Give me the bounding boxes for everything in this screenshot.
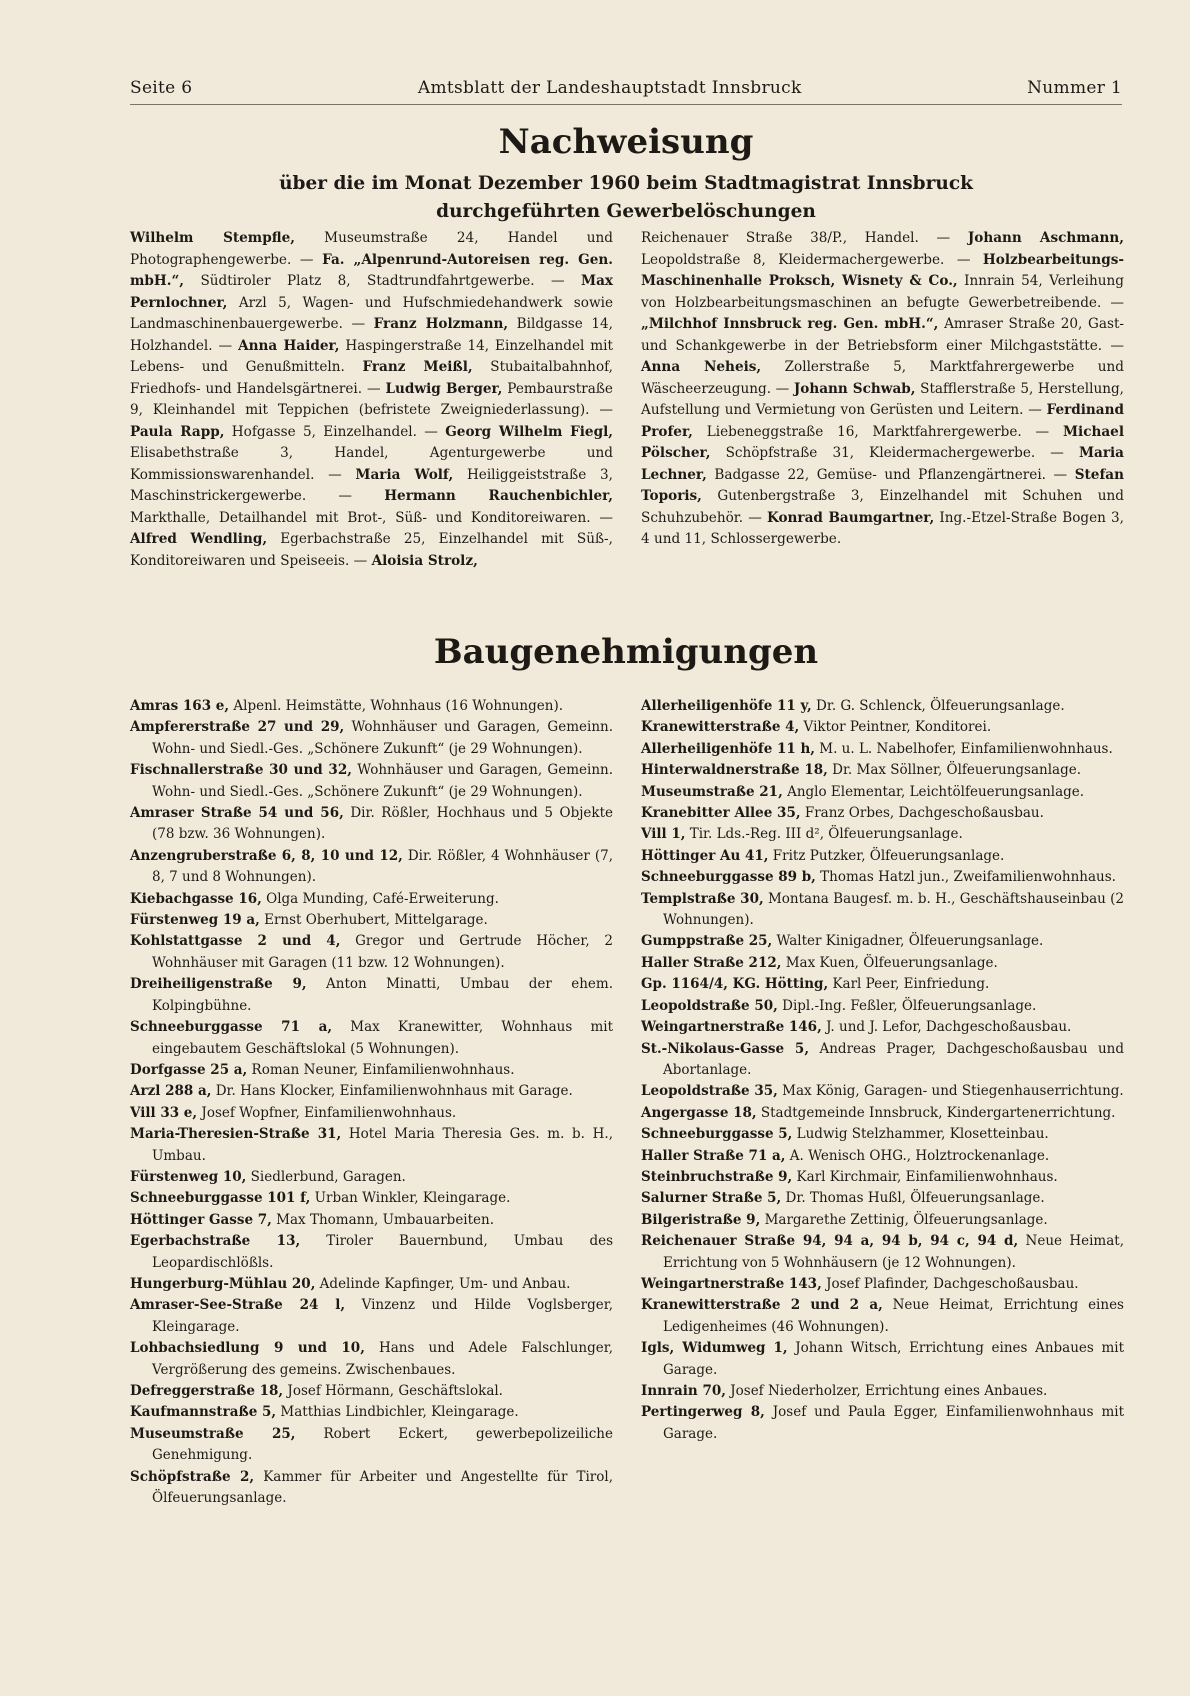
business-name: Michael Pölscher, <box>641 423 1124 461</box>
permits-columns <box>130 696 1124 1509</box>
deletion-detail: Bildgasse 14, Holzhandel. — <box>130 316 613 354</box>
permit-entry <box>130 1188 613 1209</box>
permit-address: Allerheiligenhöfe 11 h, <box>641 740 815 757</box>
permit-detail: Josef Plafinder, Dachgeschoßausbau. <box>821 1275 1079 1292</box>
permit-address: Bilgeristraße 9, <box>641 1211 761 1228</box>
permit-entry <box>641 1081 1124 1102</box>
permit-address: Fürstenweg 10, <box>130 1168 247 1185</box>
permit-entry <box>641 1295 1124 1338</box>
permit-entry <box>130 1210 613 1231</box>
permit-detail: Franz Orbes, Dachgeschoßausbau. <box>800 805 1044 822</box>
business-name: Konrad Baumgartner, <box>766 509 935 526</box>
permit-detail: Ludwig Stelzhammer, Klosetteinbau. <box>792 1126 1049 1143</box>
permit-address: Kranewitterstraße 2 und 2 a, <box>641 1297 883 1314</box>
permit-entry <box>130 1467 613 1510</box>
permit-address: St.-Nikolaus-Gasse 5, <box>641 1040 810 1057</box>
deletions-column-right <box>641 228 1124 572</box>
permit-entry <box>641 803 1124 824</box>
permits-column-right <box>641 696 1124 1509</box>
subtitle-line-2: durchgeführten Gewerbelöschungen <box>436 201 816 222</box>
deletion-detail: Stafflerstraße 5, Herstellung, Aufstellung und Vermietung von Gerüsten und Leitern. — <box>641 380 1125 418</box>
page-number: Seite 6 <box>130 78 193 98</box>
permit-address: Schneeburggasse 89 b, <box>641 869 816 886</box>
business-name: „Milchhof Innsbruck reg. Gen. mbH.“, <box>641 316 939 332</box>
permit-address: Steinbruchstraße 9, <box>641 1168 793 1185</box>
permit-entry <box>130 1231 613 1274</box>
deletion-detail: Heiliggeiststraße 3, Maschinstrickergewerbe. — <box>130 466 613 504</box>
deletions-paragraph <box>641 228 1124 551</box>
business-name: Wilhelm Stempfle, <box>130 230 295 246</box>
permit-detail: M. u. L. Nabelhofer, Einfamilienwohnhaus. <box>814 740 1113 757</box>
permit-detail: Kammer für Arbeiter und Angestellte für Tirol, Ölfeuerungsanlage. <box>152 1468 613 1507</box>
permit-address: Schneeburggasse 5, <box>641 1126 793 1143</box>
permit-entry <box>641 1103 1124 1124</box>
permit-entry <box>641 1146 1124 1167</box>
business-name: Stefan Toporis, <box>641 466 1124 504</box>
deletions-column-left <box>130 228 613 572</box>
deletion-detail: Arzl 5, Wagen- und Hufschmiedehandwerk sowie Landmaschinenbauergewerbe. — <box>130 294 613 332</box>
permit-entry <box>641 1039 1124 1082</box>
deletion-detail: Ing.-Etzel-Straße Bogen 3, 4 und 11, Schlossergewerbe. <box>641 509 1124 547</box>
permit-address: Reichenauer Straße 94, 94 a, 94 b, 94 c, 94 d, <box>641 1233 1019 1250</box>
permit-entry <box>130 931 613 974</box>
deletion-detail: Zollerstraße 5, Marktfahrergewerbe und Wäscheerzeugung. — <box>641 359 1125 397</box>
permit-address: Leopoldstraße 50, <box>641 997 778 1014</box>
business-name: Hermann Rauchenbichler, <box>384 488 613 504</box>
deletion-detail: Museumstraße 24, Handel und Photographengewerbe. — <box>130 230 613 268</box>
permit-detail: Margarethe Zettinig, Ölfeuerungsanlage. <box>760 1211 1048 1228</box>
business-name: Maria Wolf, <box>355 466 454 483</box>
permit-entry <box>130 1381 613 1402</box>
permit-entry <box>130 803 613 846</box>
permit-detail: Fritz Putzker, Ölfeuerungsanlage. <box>768 847 1005 864</box>
permit-detail: Josef Wopfner, Einfamilienwohnhaus. <box>197 1104 457 1121</box>
permit-detail: Dr. Max Söllner, Ölfeuerungsanlage. <box>827 762 1082 779</box>
permit-detail: Hans und Adele Falschlunger, Vergrößerung des gemeins. Zwischenbaues. <box>152 1340 613 1378</box>
business-name: Holzbearbeitungs-Maschinenhalle Proksch, Wisnety & Co., <box>641 251 1124 289</box>
deletion-detail: Amraser Straße 20, Gast- und Schankgewerbe in der Betriebsform einer Milchgaststätte. — <box>641 316 1124 354</box>
business-name: Georg Wilhelm Fiegl, <box>445 423 613 440</box>
permit-detail: Neue Heimat, Errichtung von 5 Wohnhäusern (je 12 Wohnungen). <box>663 1233 1124 1271</box>
permit-address: Vill 33 e, <box>130 1104 198 1121</box>
permit-entry <box>130 696 613 717</box>
permit-detail: Neue Heimat, Errichtung eines Ledigenheimes (46 Wohnungen). <box>663 1297 1124 1335</box>
permit-address: Angergasse 18, <box>641 1104 757 1121</box>
permit-entry <box>641 953 1124 974</box>
permit-address: Innrain 70, <box>641 1383 726 1399</box>
permit-detail: Olga Munding, Café-Erweiterung. <box>261 890 499 907</box>
section-title-nachweisung: Nachweisung <box>498 122 754 162</box>
deletion-detail: Elisabethstraße 3, Handel, Agenturgewerbe und Kommissionswarenhandel. — <box>130 445 613 483</box>
permit-address: Kranewitterstraße 4, <box>641 719 800 736</box>
business-name: Max Pernlochner, <box>130 273 613 311</box>
permit-entry <box>641 889 1124 932</box>
business-name: Anna Haider, <box>238 337 340 354</box>
permit-entry <box>130 1424 613 1467</box>
permit-address: Fürstenweg 19 a, <box>130 912 260 929</box>
permit-entry <box>130 1060 613 1081</box>
permit-detail: Vinzenz und Hilde Voglsberger, Kleingarage. <box>152 1297 614 1335</box>
deletion-detail: Liebeneggstraße 16, Marktfahrergewerbe. — <box>692 423 1063 440</box>
permit-address: Schneeburggasse 101 f, <box>130 1190 311 1207</box>
permit-detail: Josef Hörmann, Geschäftslokal. <box>283 1383 503 1399</box>
permit-entry <box>641 1210 1124 1231</box>
permit-detail: Karl Kirchmair, Einfamilienwohnhaus. <box>792 1168 1058 1185</box>
permit-entry <box>130 889 613 910</box>
permit-detail: Siedlerbund, Garagen. <box>246 1168 406 1185</box>
permit-detail: Josef und Paula Egger, Einfamilienwohnhaus mit Garage. <box>663 1404 1124 1442</box>
permit-address: Amras 163 e, <box>130 698 230 714</box>
permit-entry <box>641 1124 1124 1145</box>
deletion-detail: Gutenbergstraße 3, Einzelhandel mit Schuhen und Schuhzubehör. — <box>641 488 1124 526</box>
permit-detail: Roman Neuner, Einfamilienwohnhaus. <box>247 1061 515 1078</box>
permit-entry <box>641 996 1124 1017</box>
deletions-paragraph <box>130 228 613 572</box>
permit-address: Schöpfstraße 2, <box>130 1468 255 1485</box>
business-name: Aloisia Strolz, <box>371 552 478 569</box>
permit-entry <box>130 717 613 760</box>
subtitle-line-1: über die im Monat Dezember 1960 beim Stadtmagistrat Innsbruck <box>279 173 973 194</box>
permit-entry <box>641 1338 1124 1381</box>
publication-title: Amtsblatt der Landeshauptstadt Innsbruck <box>417 78 802 98</box>
permit-entry <box>641 931 1124 952</box>
permit-address: Kohlstattgasse 2 und 4, <box>130 933 341 950</box>
permit-entry <box>641 824 1124 845</box>
business-name: Johann Aschmann, <box>967 230 1124 246</box>
permit-detail: Thomas Hatzl jun., Zweifamilienwohnhaus. <box>815 869 1116 886</box>
permit-detail: Josef Niederholzer, Errichtung eines Anbaues. <box>725 1383 1048 1399</box>
permit-detail: Max Thomann, Umbauarbeiten. <box>271 1211 495 1228</box>
business-name: Ludwig Berger, <box>385 380 503 397</box>
deletion-detail: Leopoldstraße 8, Kleidermachergewerbe. — <box>641 251 983 268</box>
permit-detail: Dr. Hans Klocker, Einfamilienwohnhaus mit Garage. <box>211 1083 573 1100</box>
permit-detail: Ernst Oberhubert, Mittelgarage. <box>259 912 488 929</box>
permit-detail: Anton Minatti, Umbau der ehem. Kolpingbühne. <box>152 976 613 1014</box>
permit-detail: Johann Witsch, Errichtung eines Anbaues mit Garage. <box>663 1340 1124 1378</box>
permit-address: Hungerburg-Mühlau 20, <box>130 1275 316 1292</box>
permit-address: Ampfererstraße 27 und 29, <box>130 719 345 736</box>
permit-detail: Max Kuen, Ölfeuerungsanlage. <box>781 954 998 971</box>
permit-entry <box>130 1338 613 1381</box>
running-head <box>130 78 1122 98</box>
permit-entry <box>130 760 613 803</box>
permit-address: Templstraße 30, <box>641 890 764 907</box>
deletion-detail: Pembaurstraße 9, Kleinhandel mit Teppichen (befristete Zweigniederlassung). — <box>130 380 613 418</box>
permit-detail: Robert Eckert, gewerbepolizeiliche Genehmigung. <box>152 1425 613 1464</box>
permit-address: Amraser-See-Straße 24 l, <box>130 1297 346 1314</box>
deletion-detail: Stubaitalbahnhof, Friedhofs- und Handelsgärtnerei. — <box>130 359 613 397</box>
permit-detail: J. und J. Lefor, Dachgeschoßausbau. <box>821 1019 1072 1036</box>
section-title-baugenehmigungen: Baugenehmigungen <box>433 632 819 672</box>
permit-address: Allerheiligenhöfe 11 y, <box>641 698 812 714</box>
permit-address: Amraser Straße 54 und 56, <box>130 805 344 822</box>
permit-address: Anzengruberstraße 6, 8, 10 und 12, <box>130 847 403 864</box>
permit-detail: Karl Peer, Einfriedung. <box>828 976 990 993</box>
permit-entry <box>130 1124 613 1167</box>
permit-detail: Dr. Thomas Hußl, Ölfeuerungsanlage. <box>781 1190 1045 1207</box>
deletion-detail: Schöpfstraße 31, Kleidermachergewerbe. — <box>710 445 1079 461</box>
permit-address: Gumppstraße 25, <box>641 933 773 950</box>
permit-entry <box>641 696 1124 717</box>
permit-address: Gp. 1164/4, KG. Hötting, <box>641 976 829 993</box>
business-name: Fa. „Alpenrund-Autoreisen reg. Gen. mbH.“, <box>130 251 613 289</box>
business-name: Franz Meißl, <box>362 359 473 375</box>
permit-detail: Matthias Lindbichler, Kleingarage. <box>276 1404 519 1421</box>
permit-address: Museumstraße 21, <box>641 783 783 800</box>
deletion-detail: Reichenauer Straße 38/P., Handel. — <box>641 230 968 246</box>
permit-address: Hinterwaldnerstraße 18, <box>641 762 828 779</box>
permit-address: Pertingerweg 8, <box>641 1404 765 1421</box>
permit-address: Lohbachsiedlung 9 und 10, <box>130 1340 365 1357</box>
permit-address: Museumstraße 25, <box>130 1425 296 1442</box>
permit-entry <box>641 846 1124 867</box>
permit-entry <box>641 739 1124 760</box>
permit-entry <box>641 717 1124 738</box>
permit-entry <box>641 867 1124 888</box>
permit-address: Dreiheiligenstraße 9, <box>130 976 307 993</box>
permit-address: Maria-Theresien-Straße 31, <box>130 1126 342 1143</box>
deletion-detail: Badgasse 22, Gemüse- und Pflanzengärtnerei. — <box>706 466 1075 483</box>
permit-entry <box>130 1103 613 1124</box>
permit-detail: Max Kranewitter, Wohnhaus mit eingebautem Geschäftslokal (5 Wohnungen). <box>152 1019 614 1057</box>
header-rule <box>130 104 1122 105</box>
permit-entry <box>130 1167 613 1188</box>
permit-entry <box>641 1188 1124 1209</box>
permit-detail: Dr. G. Schlenck, Ölfeuerungsanlage. <box>811 698 1065 714</box>
permit-address: Leopoldstraße 35, <box>641 1083 778 1100</box>
deletion-detail: Innrain 54, Verleihung von Holzbearbeitungsmaschinen an befugte Gewerbetreibende. — <box>641 273 1124 311</box>
deletion-detail: Haspingerstraße 14, Einzelhandel mit Lebens- und Genußmitteln. <box>130 337 613 375</box>
permit-entry <box>641 1402 1124 1445</box>
permit-detail: Dir. Rößler, Hochhaus und 5 Objekte (78 bzw. 36 Wohnungen). <box>152 805 613 843</box>
issue-number: Nummer 1 <box>1027 78 1122 98</box>
permits-column-left <box>130 696 613 1509</box>
permit-entry <box>641 1274 1124 1295</box>
permit-detail: Max König, Garagen- und Stiegenhauserrichtung. <box>777 1083 1124 1100</box>
permit-address: Fischnallerstraße 30 und 32, <box>130 762 352 779</box>
permit-detail: Tiroler Bauernbund, Umbau des Leopardischlößls. <box>152 1233 614 1271</box>
permit-address: Kiebachgasse 16, <box>130 890 262 907</box>
permit-entry <box>130 1295 613 1338</box>
permit-detail: Dir. Rößler, 4 Wohnhäuser (7, 8, 7 und 8 Wohnungen). <box>152 847 613 886</box>
permit-address: Haller Straße 212, <box>641 954 782 971</box>
section-subtitle <box>130 170 1122 226</box>
deletion-detail: Südtiroler Platz 8, Stadtrundfahrtgewerbe. — <box>184 273 582 289</box>
permit-entry <box>130 1402 613 1423</box>
permit-address: Dorfgasse 25 a, <box>130 1061 248 1078</box>
permit-address: Schneeburggasse 71 a, <box>130 1019 333 1036</box>
permit-entry <box>641 1381 1124 1402</box>
permit-entry <box>130 974 613 1017</box>
permit-detail: Walter Kinigadner, Ölfeuerungsanlage. <box>772 933 1044 950</box>
permit-entry <box>130 1017 613 1060</box>
permit-detail: Wohnhäuser und Garagen, Gemeinn. Wohn- und Siedl.-Ges. „Schönere Zukunft“ (je 29 Wohnungen). <box>152 762 613 800</box>
permit-detail: Urban Winkler, Kleingarage. <box>310 1190 511 1207</box>
permit-address: Salurner Straße 5, <box>641 1190 782 1207</box>
permit-entry <box>130 910 613 931</box>
business-name: Anna Neheis, <box>641 359 762 375</box>
permit-address: Höttinger Au 41, <box>641 847 769 864</box>
permit-entry <box>130 1274 613 1295</box>
permit-address: Kaufmannstraße 5, <box>130 1404 277 1421</box>
permit-address: Höttinger Gasse 7, <box>130 1211 272 1228</box>
deletion-detail: Markthalle, Detailhandel mit Brot-, Süß- und Konditoreiwaren. — <box>130 509 613 526</box>
permit-address: Defreggerstraße 18, <box>130 1383 284 1399</box>
permit-entry <box>641 1231 1124 1274</box>
deletions-columns <box>130 228 1124 572</box>
permit-detail: Andreas Prager, Dachgeschoßausbau und Abortanlage. <box>663 1040 1124 1078</box>
permit-detail: Viktor Peintner, Konditorei. <box>799 719 992 736</box>
permit-detail: Adelinde Kapfinger, Um- und Anbau. <box>315 1275 571 1292</box>
permit-entry <box>130 846 613 889</box>
permit-detail: A. Wenisch OHG., Holztrockenanlage. <box>785 1147 1050 1164</box>
permit-entry <box>641 782 1124 803</box>
permit-detail: Stadtgemeinde Innsbruck, Kindergartenerrichtung. <box>756 1104 1116 1121</box>
deletion-detail: Egerbachstraße 25, Einzelhandel mit Süß-, Konditoreiwaren und Speiseeis. — <box>130 531 613 569</box>
permit-address: Haller Straße 71 a, <box>641 1147 786 1164</box>
business-name: Ferdinand Profer, <box>641 402 1124 440</box>
business-name: Paula Rapp, <box>130 423 225 440</box>
permit-entry <box>641 760 1124 781</box>
deletion-detail: Hofgasse 5, Einzelhandel. — <box>224 423 446 440</box>
permit-detail: Tir. Lds.-Reg. III d², Ölfeuerungsanlage. <box>685 826 963 843</box>
business-name: Johann Schwab, <box>793 380 916 397</box>
business-name: Franz Holzmann, <box>373 316 509 332</box>
permit-detail: Montana Baugesf. m. b. H., Geschäftshauseinbau (2 Wohnungen). <box>663 890 1125 929</box>
permit-address: Egerbachstraße 13, <box>130 1233 301 1250</box>
permit-detail: Anglo Elementar, Leichtölfeuerungsanlage. <box>782 783 1085 800</box>
permit-address: Vill 1, <box>641 826 686 843</box>
permit-address: Arzl 288 a, <box>130 1083 212 1100</box>
permit-address: Kranebitter Allee 35, <box>641 805 801 822</box>
permit-entry <box>130 1081 613 1102</box>
permit-detail: Gregor und Gertrude Höcher, 2 Wohnhäuser mit Garagen (11 bzw. 12 Wohnungen). <box>152 933 613 971</box>
permit-address: Igls, Widumweg 1, <box>641 1340 788 1357</box>
permit-address: Weingartnerstraße 146, <box>641 1019 822 1036</box>
permit-entry <box>641 1167 1124 1188</box>
permit-detail: Dipl.-Ing. Feßler, Ölfeuerungsanlage. <box>777 997 1037 1014</box>
permit-address: Weingartnerstraße 143, <box>641 1275 822 1292</box>
permit-detail: Alpenl. Heimstätte, Wohnhaus (16 Wohnungen). <box>229 698 564 714</box>
business-name: Alfred Wendling, <box>130 531 268 547</box>
permit-entry <box>641 1017 1124 1038</box>
permit-entry <box>641 974 1124 995</box>
permit-detail: Hotel Maria Theresia Ges. m. b. H., Umbau. <box>152 1126 613 1164</box>
permit-detail: Wohnhäuser und Garagen, Gemeinn. Wohn- und Siedl.-Ges. „Schönere Zukunft“ (je 29 Wohnungen). <box>152 719 613 757</box>
business-name: Maria Lechner, <box>641 445 1124 483</box>
